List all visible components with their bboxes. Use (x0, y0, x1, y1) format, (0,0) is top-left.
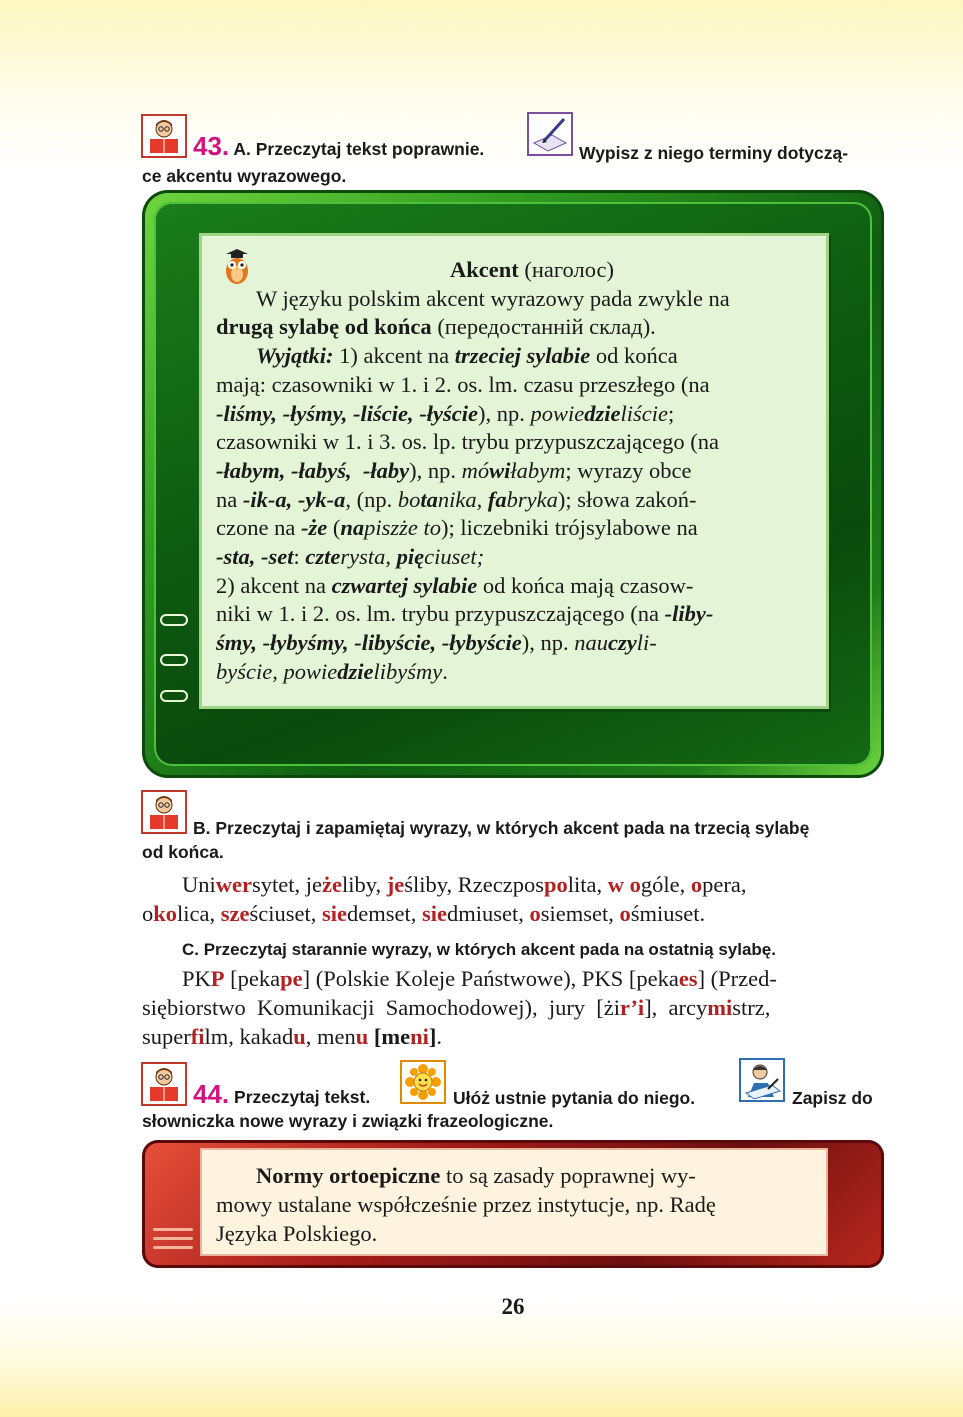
part-c-words: PKP [pekape] (Polskie Koleje Państwowe), PKS [pekaes] (Przed- siębiorstwo Komunikacji Samochodowej), jury [żir’i], arcymistrz, superfilm, kakadu, menu [meni]. (142, 966, 777, 1049)
reading-boy-icon (141, 790, 187, 834)
part-b-instruction-cont: od końca. (142, 842, 224, 862)
board-paragraph: -liśmy, -łyśmy, -liście, -łyście), np. powiedzieliście; (216, 400, 675, 426)
task-44-read: Przeczytaj tekst. (234, 1087, 371, 1107)
part-c-instruction: C. Przeczytaj starannie wyrazy, w których akcent pada na ostatnią sylabę. (182, 940, 776, 959)
board-line-icon (153, 1228, 193, 1231)
part-b-words: Uniwersytet, jeżeliby, jeśliby, Rzeczpospolita, w ogóle, opera, okolica, sześciuset, siedemset, siedmiuset, osiemset, ośmiuset. (142, 872, 747, 926)
board-paragraph: śmy, -łybyśmy, -libyście, -łybyście), np. nauczyli- (216, 630, 657, 656)
board-paragraph: -łabym, -łabyś, -łaby), np. mówiłabym; wyrazy obce (216, 457, 692, 483)
board-paragraph: mają: czasowniki w 1. i 2. os. lm. czasu przeszłego (na (216, 371, 710, 397)
board-knob-icon (160, 614, 188, 626)
board-knob-icon (160, 654, 188, 666)
task-43-part-a: A. Przeczytaj tekst poprawnie. (233, 139, 485, 159)
board-paragraph: na -ik-a, -yk-a, (np. botanika, fabryka); słowa zakoń- (216, 486, 697, 512)
board-paragraph: czasowniki w 1. i 3. os. lp. trybu przypuszczającego (na (216, 429, 719, 455)
task-44-write: Zapisz do (792, 1088, 873, 1108)
norms-text (216, 1161, 816, 1248)
norms-def: to są zasady poprawnej wy- (440, 1163, 696, 1188)
board-title: Akcent (449, 257, 519, 282)
task-44-number: 44. (193, 1079, 230, 1109)
board-paragraph: drugą sylabę od końca (передостанній склад). (216, 314, 656, 340)
board-paragraph: byście, powiedzielibyśmy. (216, 658, 448, 684)
writing-child-icon (739, 1058, 785, 1102)
reading-boy-icon (141, 1062, 187, 1106)
pen-writing-icon (527, 112, 573, 156)
sun-flower-icon (400, 1060, 446, 1104)
norms-line: Języka Polskiego. (216, 1221, 378, 1246)
task-43-instruction: Wypisz z niego terminy dotyczą- (579, 143, 849, 163)
board-paragraph: 2) akcent na czwartej sylabie od końca mają czasow- (216, 572, 694, 598)
board-line-icon (153, 1237, 193, 1240)
board-title-ru: (наголос) (524, 257, 615, 282)
task-43-number: 43. (193, 131, 230, 161)
board-text (216, 256, 812, 687)
board-knob-icon (160, 690, 188, 702)
part-b-instruction: B. Przeczytaj i zapamiętaj wyrazy, w których akcent pada na trzecią sylabę (193, 818, 810, 838)
board-paragraph: W języku polskim akcent wyrazowy pada zwykle na (256, 285, 730, 311)
board-paragraph: czone na -że (napiszże to); liczebniki trójsylabowe na (216, 515, 698, 541)
board-paragraph: -sta, -set: czterysta, pięciuset; (216, 544, 485, 570)
norms-line: mowy ustalane współcześnie przez instytucje, np. Radę (216, 1192, 716, 1217)
task-44-write-cont: słowniczka nowe wyrazy i związki frazeologiczne. (142, 1111, 554, 1131)
page-number: 26 (501, 1294, 525, 1319)
board-paragraph: niki w 1. i 2. os. lm. trybu przypuszczającego (na -liby- (216, 601, 714, 627)
task-43-instruction-cont: ce akcentu wyrazowego. (142, 166, 347, 186)
board-line-icon (153, 1246, 193, 1249)
task-44-questions: Ułóż ustnie pytania do niego. (453, 1088, 696, 1108)
board-paragraph: Wyjątki: 1) akcent na trzeciej sylabie od końca (256, 343, 678, 369)
norms-term: Normy ortoepiczne (256, 1163, 441, 1188)
reading-boy-icon (141, 114, 187, 158)
